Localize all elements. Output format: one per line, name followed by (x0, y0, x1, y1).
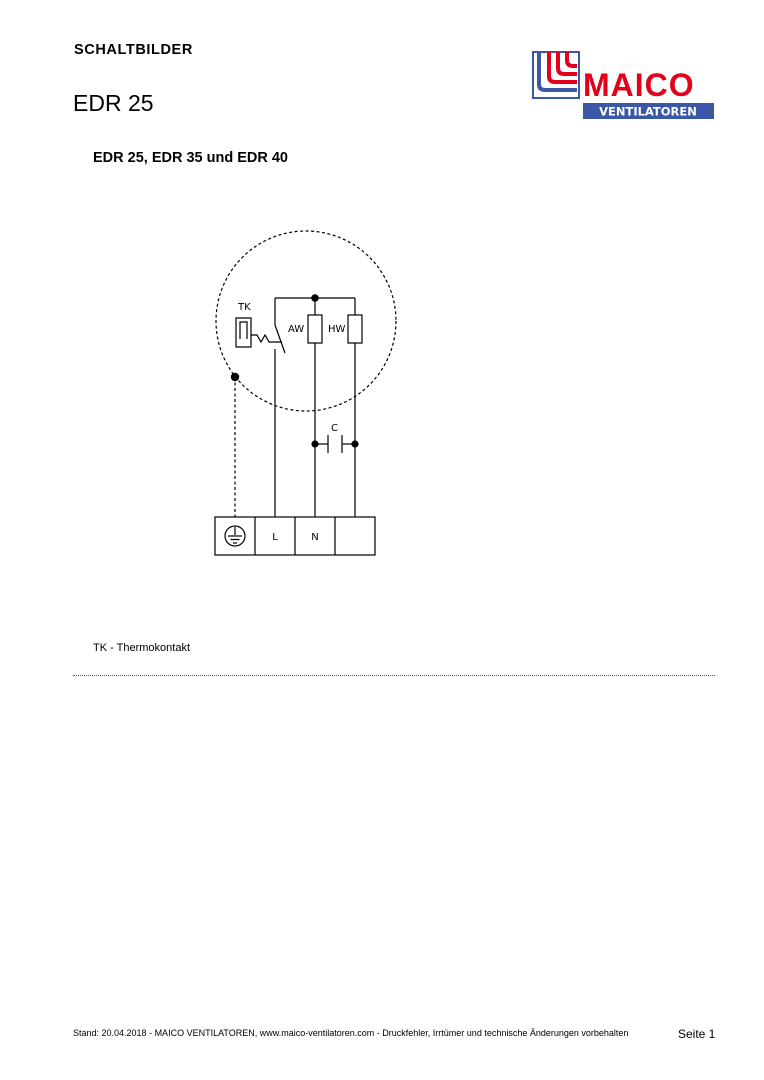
footer-text: Stand: 20.04.2018 - MAICO VENTILATOREN, www.maico-ventilatoren.com - Druckfehler, Irrtümer und technische Änderungen vorbehalten (73, 1028, 629, 1038)
label-hw: HW (328, 324, 346, 335)
page-number: Seite 1 (678, 1027, 716, 1041)
logo-emblem-icon (533, 52, 579, 98)
logo-brand: MAICO (583, 67, 695, 103)
winding-aw (308, 315, 322, 343)
terminal-label-n: N (311, 532, 319, 543)
label-aw: AW (288, 324, 305, 335)
logo-tagline: VENTILATOREN (599, 104, 697, 119)
document-title: EDR 25 (73, 90, 154, 116)
legend-text: TK - Thermokontakt (93, 642, 190, 654)
maico-logo (531, 50, 715, 122)
label-c: C (331, 423, 338, 434)
winding-hw (348, 315, 362, 343)
motor-boundary (216, 231, 396, 411)
ground-icon (225, 526, 245, 546)
tk-switch (275, 325, 285, 353)
section-title: SCHALTBILDER (74, 42, 193, 58)
dotted-separator (73, 675, 715, 676)
terminal-label-l: L (272, 532, 278, 543)
wiring-diagram (200, 225, 410, 565)
tk-thermo-icon (236, 318, 251, 347)
diagram-heading: EDR 25, EDR 35 und EDR 40 (93, 150, 288, 166)
label-tk: TK (238, 302, 251, 313)
